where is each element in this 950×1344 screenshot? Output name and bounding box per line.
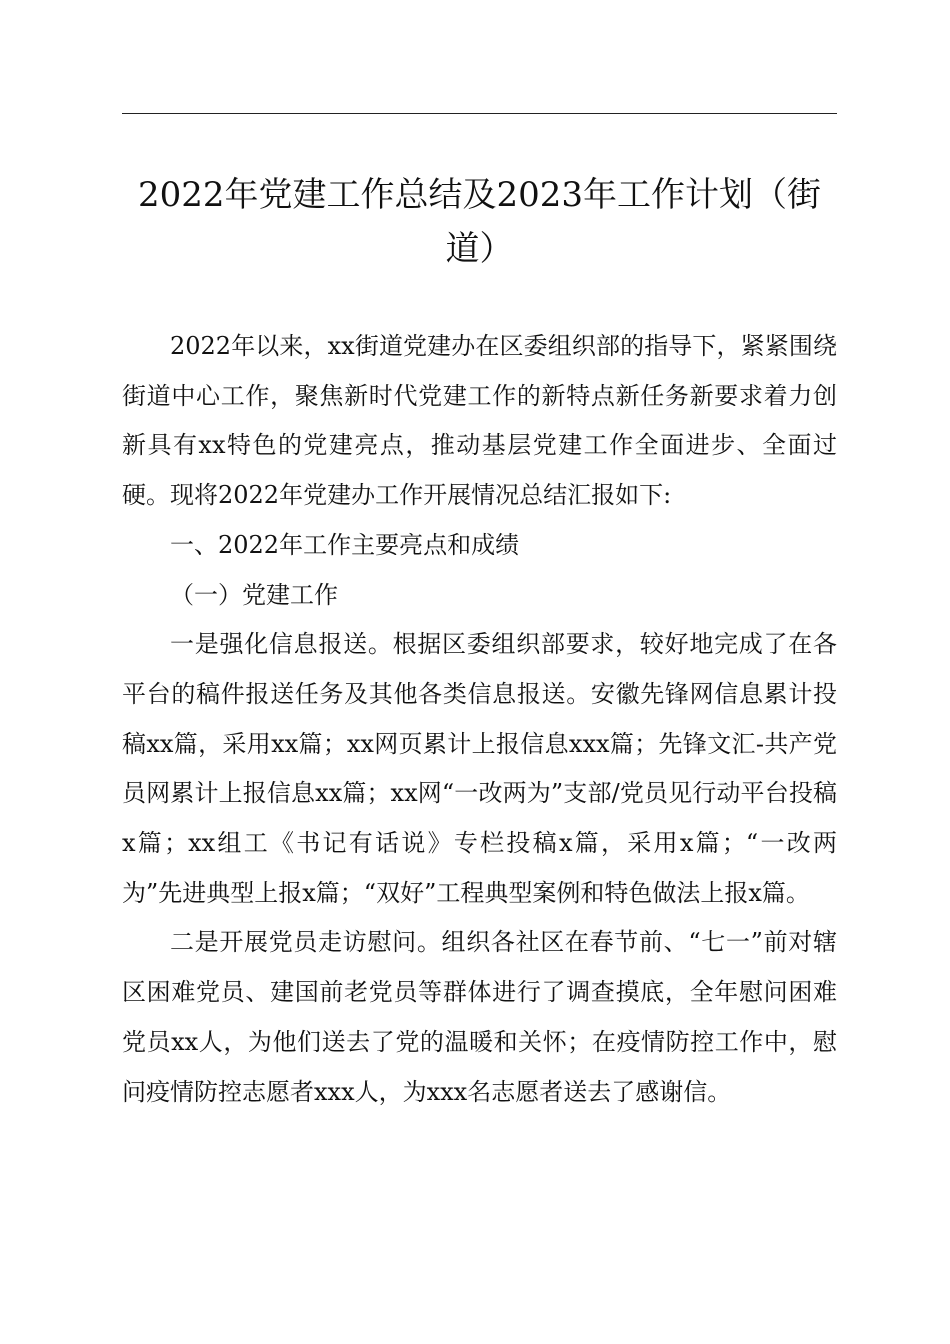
body-paragraph: 二是开展党员走访慰问。组织各社区在春节前、“七一”前对辖区困难党员、建国前老党员等群体进行了调查摸底，全年慰问困难党员xx人，为他们送去了党的温暖和关怀；在疫情防控工作中，慰问疫情防控志愿者xxx人，为xxx名志愿者送去了感谢信。 — [122, 928, 837, 1106]
subsection-heading: （一）党建工作 — [170, 580, 338, 609]
body-paragraph: 一是强化信息报送。根据区委组织部要求，较好地完成了在各平台的稿件报送任务及其他各类信息报送。安徽先锋网信息累计投稿xx篇，采用xx篇；xx网页累计上报信息xxx篇；先锋文汇-共产党员网累计上报信息xx篇；xx网“一改两为”支部/党员见行动平台投稿x篇；xx组工《书记有话说》专栏投稿x篇，采用x篇；“一改两为”先进典型上报x篇；“双好”工程典型案例和特色做法上报x篇。 — [122, 630, 837, 907]
document-body — [122, 322, 837, 1117]
intro-paragraph: 2022年以来，xx街道党建办在区委组织部的指导下，紧紧围绕街道中心工作，聚焦新时代党建工作的新特点新任务新要求着力创新具有xx特色的党建亮点，推动基层党建工作全面进步、全面过硬。现将2022年党建办工作开展情况总结汇报如下: — [122, 332, 837, 510]
document-title: 2022年党建工作总结及2023年工作计划（街道） — [137, 175, 822, 269]
section-heading: 一、2022年工作主要亮点和成绩 — [170, 530, 520, 559]
header-rule — [122, 113, 837, 114]
